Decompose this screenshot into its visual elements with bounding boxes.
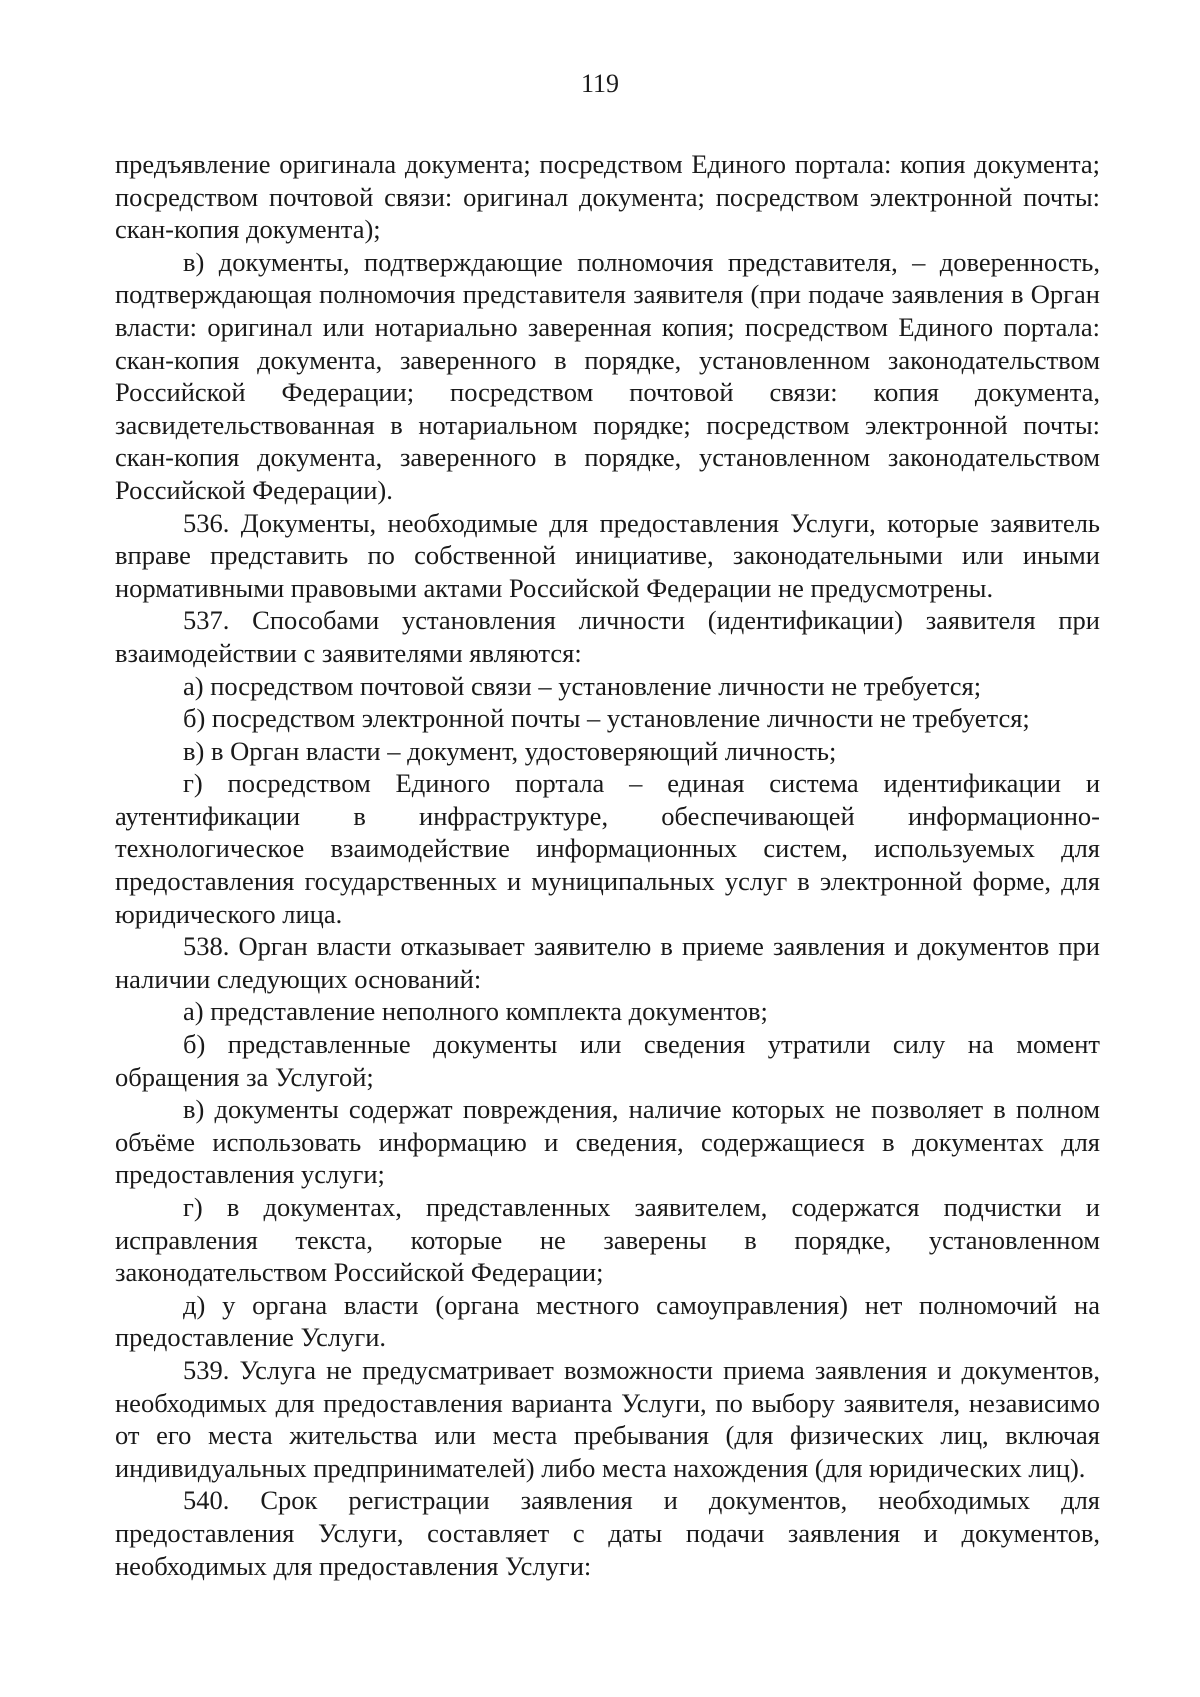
paragraph: г) в документах, представленных заявителем, содержатся подчистки и исправления текста, которые не заверены в порядке, установленном законодательством Российской Федерации; <box>115 1192 1100 1288</box>
paragraph: 539. Услуга не предусматривает возможности приема заявления и документов, необходимых для предоставления варианта Услуги, по выбору заявителя, независимо от его места жительства или места пребывания (для физических лиц, включая индивидуальных предпринимателей) либо места нахождения (для юридических лиц). <box>115 1354 1100 1483</box>
paragraph: в) документы содержат повреждения, наличие которых не позволяет в полном объёме использовать информацию и сведения, содержащиеся в документах для предоставления услуги; <box>115 1094 1100 1190</box>
paragraph: 540. Срок регистрации заявления и документов, необходимых для предоставления Услуги, составляет с даты подачи заявления и документов, необходимых для предоставления Услуги: <box>115 1485 1100 1581</box>
paragraph: б) посредством электронной почты – установление личности не требуется; <box>183 703 1030 734</box>
paragraph: д) у органа власти (органа местного самоуправления) нет полномочий на предоставление Услуги. <box>115 1289 1100 1353</box>
paragraph: б) представленные документы или сведения утратили силу на момент обращения за Услугой; <box>115 1029 1100 1092</box>
page-number: 119 <box>580 69 620 98</box>
paragraph: а) представление неполного комплекта документов; <box>183 996 768 1027</box>
paragraph: 537. Способами установления личности (идентификации) заявителя при взаимодействии с заявителями являются: <box>115 605 1100 668</box>
paragraph: 536. Документы, необходимые для предоставления Услуги, которые заявитель вправе представить по собственной инициативе, законодательными или иными нормативными правовыми актами Российской Федерации не предусмотрены. <box>115 507 1100 603</box>
paragraph: в) в Орган власти – документ, удостоверяющий личность; <box>183 735 837 766</box>
document-body <box>115 148 1100 1582</box>
paragraph: предъявление оригинала документа; посредством Единого портала: копия документа; посредством почтовой связи: оригинал документа; посредством электронной почты: скан-копия документа); <box>115 149 1100 245</box>
paragraph: в) документы, подтверждающие полномочия представителя, – доверенность, подтверждающая полномочия представителя заявителя (при подаче заявления в Орган власти: оригинал или нотариально заверенная копия; посредством Единого портала: скан-копия документа, заверенного в порядке, установленном законодательством Российской Федерации; посредством почтовой связи: копия документа, засвидетельствованная в нотариальном порядке; посредством электронной почты: скан-копия документа, заверенного в порядке, установленном законодательством Российской Федерации). <box>115 246 1100 505</box>
paragraph: а) посредством почтовой связи – установление личности не требуется; <box>183 670 982 701</box>
paragraph: 538. Орган власти отказывает заявителю в приеме заявления и документов при наличии следующих оснований: <box>115 931 1100 994</box>
paragraph: г) посредством Единого портала – единая система идентификации и аутентификации в инфраструктуре, обеспечивающей информационно-технологическое взаимодействие информационных систем, используемых для предоставления государственных и муниципальных услуг в электронной форме, для юридического лица. <box>115 768 1100 929</box>
